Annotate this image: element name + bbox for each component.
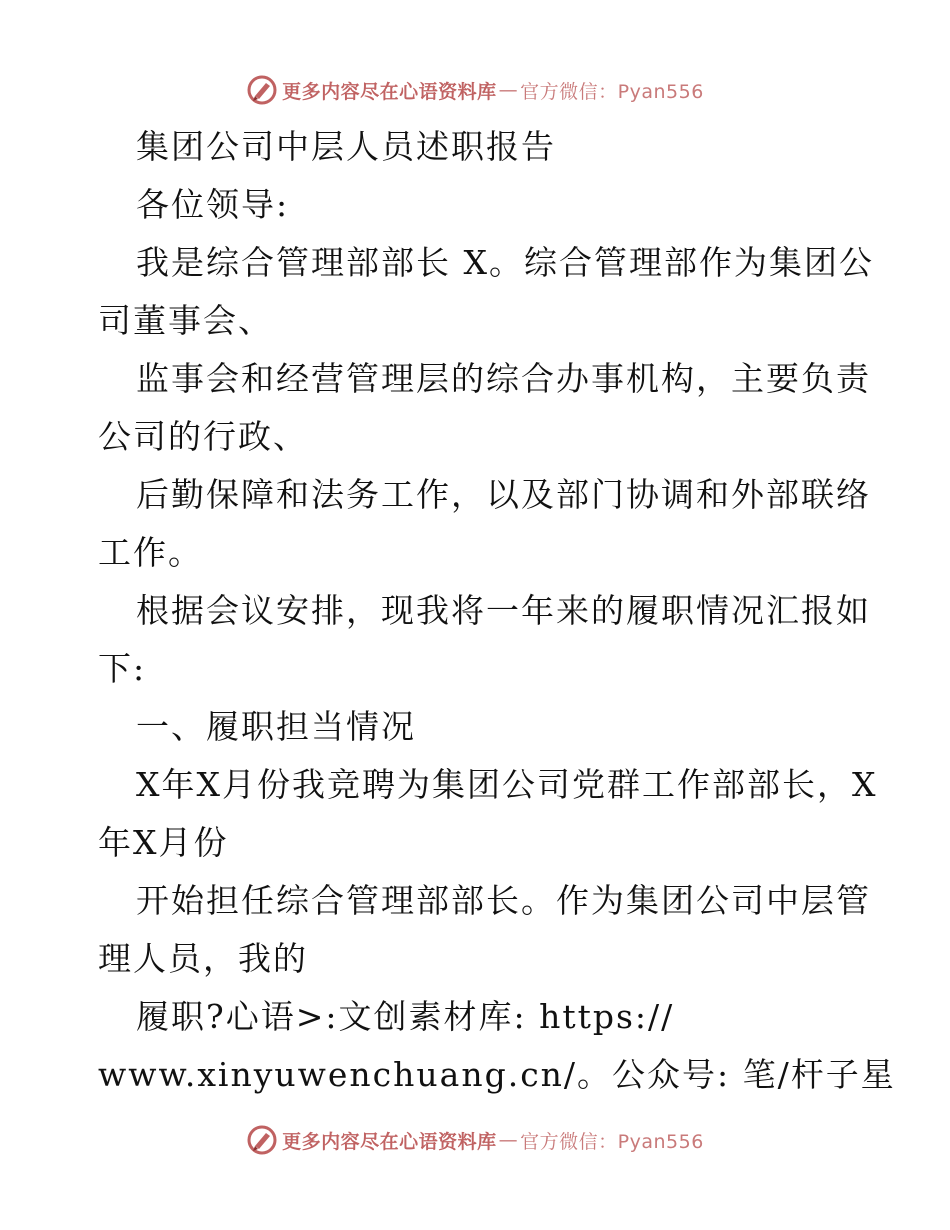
paragraph-line: 公司的行政、 [98, 417, 308, 456]
watermark-brand: 更多内容尽在心语资料库 [282, 80, 497, 103]
watermark-dash: — [498, 79, 519, 101]
paragraph-line: 监事会和经营管理层的综合办事机构，主要负责 [136, 359, 871, 398]
paragraph-line: X年X月份我竞聘为集团公司党群工作部部长，X [136, 765, 878, 804]
paragraph-line: 年X月份 [98, 823, 229, 862]
section-heading: 一、履职担当情况 [136, 707, 416, 746]
pen-logo-icon [246, 74, 278, 106]
paragraph-line: 后勤保障和法务工作，以及部门协调和外部联络 [136, 475, 871, 514]
footer-watermark [0, 1124, 950, 1156]
watermark-brand: 更多内容尽在心语资料库 [282, 1130, 497, 1153]
paragraph-line: 下: [98, 649, 147, 688]
paragraph-line: 开始担任综合管理部部长。作为集团公司中层管 [136, 881, 871, 920]
watermark-wechat: 官方微信：Pyan556 [520, 1130, 704, 1153]
paragraph-line: www.xinyuwenchuang.cn/。公众号: 笔/杆子星 [98, 1055, 896, 1094]
document-title: 集团公司中层人员述职报告 [136, 127, 556, 166]
paragraph-line: 工作。 [98, 533, 203, 572]
document-body [98, 118, 896, 1104]
header-watermark [0, 74, 950, 106]
watermark-wechat: 官方微信：Pyan556 [520, 80, 704, 103]
paragraph-line: 各位领导: [136, 185, 290, 224]
paragraph-line: 履职?心语>:文创素材库: https:// [136, 997, 675, 1036]
paragraph-line: 我是综合管理部部长 X。综合管理部作为集团公 [136, 243, 874, 282]
pen-logo-icon [246, 1124, 278, 1156]
paragraph-line: 理人员，我的 [98, 939, 308, 978]
paragraph-line: 司董事会、 [98, 301, 273, 340]
watermark-dash: — [498, 1129, 519, 1151]
paragraph-line: 根据会议安排，现我将一年来的履职情况汇报如 [136, 591, 871, 630]
